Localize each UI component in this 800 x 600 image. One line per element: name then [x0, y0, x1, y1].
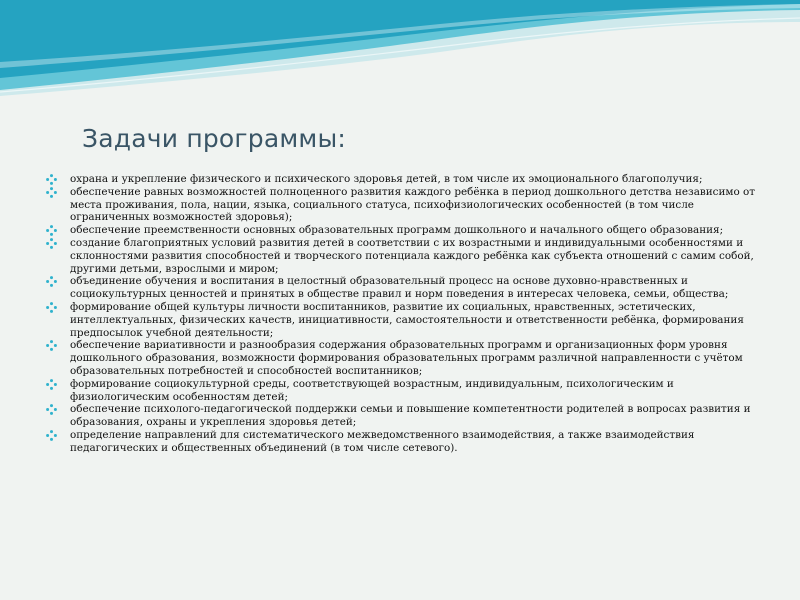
slide-title: Задачи программы:	[82, 124, 347, 153]
diamond-dots-icon	[46, 340, 57, 351]
diamond-dots-icon	[46, 430, 57, 441]
list-item-text: формирование общей культуры личности воспитанников, развитие их социальных, нравственных, эстетических, интеллектуальных, физических качеств, инициативности, самостоятельности и ответственности ребёнка, формирования предпосылок учебной деятельности;	[70, 300, 744, 339]
task-list	[46, 173, 760, 455]
list-item-text: объединение обучения и воспитания в целостный образовательный процесс на основе духовно-нравственных и социокультурных ценностей и принятых в обществе правил и норм поведения в интересах человека, семьи, общества;	[70, 275, 729, 301]
diamond-dots-icon	[46, 238, 57, 249]
diamond-dots-icon	[46, 379, 57, 390]
wave-decoration	[0, 0, 800, 100]
list-item-text: создание благоприятных условий развития детей в соответствии с их возрастными и индивидуальными особенностями и склонностями развития способностей и творческого потенциала каждого ребёнка как субъекта отношений с самим собой, другими детьми, взрослыми и миром;	[70, 236, 754, 275]
list-item	[46, 403, 760, 429]
list-item-text: обеспечение равных возможностей полноценного развития каждого ребёнка в период дошкольного детства независимо от места проживания, пола, нации, языка, социального статуса, психофизиологических особенностей (в том числе ограниченных возможностей здоровья);	[70, 185, 756, 224]
list-item-text: определение направлений для систематического межведомственного взаимодействия, а также взаимодействия педагогических и общественных объединений (в том числе сетевого).	[70, 428, 695, 454]
list-item	[46, 275, 760, 301]
diamond-dots-icon	[46, 276, 57, 287]
list-item	[46, 301, 760, 339]
list-item	[46, 378, 760, 404]
list-item	[46, 173, 760, 186]
diamond-dots-icon	[46, 302, 57, 313]
list-item	[46, 186, 760, 224]
list-item	[46, 237, 760, 275]
list-item	[46, 224, 760, 237]
diamond-dots-icon	[46, 225, 57, 236]
list-item	[46, 429, 760, 455]
list-item-text: формирование социокультурной среды, соответствующей возрастным, индивидуальным, психологическим и физиологическим особенностям детей;	[70, 377, 674, 403]
diamond-dots-icon	[46, 404, 57, 415]
diamond-dots-icon	[46, 174, 57, 185]
list-item-text: обеспечение преемственности основных образовательных программ дошкольного и начального общего образования;	[70, 224, 724, 237]
diamond-dots-icon	[46, 187, 57, 198]
list-item-text: обеспечение вариативности и разнообразия содержания образовательных программ и организационных форм уровня дошкольного образования, возможности формирования образовательных программ различной направленности с учётом образовательных потребностей и способностей воспитанников;	[70, 339, 743, 377]
list-item-text: обеспечение психолого-педагогической поддержки семьи и повышение компетентности родителей в вопросах развития и образования, охраны и укрепления здоровья детей;	[70, 403, 751, 429]
list-item-text: охрана и укрепление физического и психического здоровья детей, в том числе их эмоционального благополучия;	[70, 173, 703, 185]
list-item	[46, 339, 760, 377]
